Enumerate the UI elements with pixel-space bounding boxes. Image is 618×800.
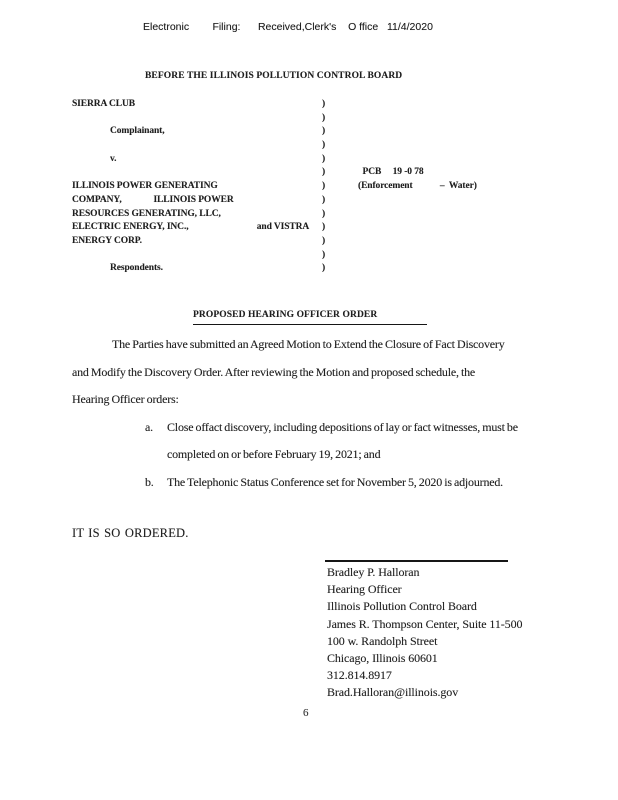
caption-party-text: ILLINOIS POWER GENERATING [72,181,218,192]
order-paragraph [72,331,612,414]
caption-paren: ) [322,235,326,246]
caption-party-text: Complainant, [110,126,165,137]
board-title: BEFORE THE ILLINOIS POLLUTION CONTROL BOARD [145,71,403,81]
caption-row [72,166,552,180]
list-text: completed on or before February 19, 2021; and [167,447,381,461]
caption-paren: ) [322,126,326,137]
list-line [145,469,612,497]
caption-row [72,208,552,222]
caption-paren: ) [322,167,326,178]
caption-paren: ) [322,263,326,274]
caption-paren: ) [322,208,326,219]
signature-line: 100 w. Randolph Street [327,633,438,648]
list-text: Close offact discovery, including depositions of lay or fact witnesses, must be [167,419,518,434]
page-number: 6 [303,707,309,719]
electronic-filing-header: Electronic Filing: Received,Clerk's O ffice 11/4/2020 [143,21,433,33]
list-text: The Telephonic Status Conference set for November 5, 2020 is adjourned. [167,474,503,489]
paragraph-line: Hearing Officer orders: [72,392,179,406]
list-line [145,441,612,469]
caption-row [72,98,552,112]
caption-party-text: Respondents. [110,263,163,274]
caption-party-text [72,139,322,153]
signature-line: Brad.Halloran@illinois.gov [327,685,459,700]
caption-paren: ) [322,99,326,109]
order-title: PROPOSED HEARING OFFICER ORDER [193,310,378,320]
caption-paren: ) [322,181,326,192]
paragraph-line: and Modify the Discovery Order. After reviewing the Motion and proposed schedule, the [72,364,476,379]
caption-paren: ) [322,249,326,260]
caption-row [72,153,552,167]
caption-paren: ) [322,194,326,205]
caption-paren: ) [322,112,326,123]
caption-party-text: SIERRA CLUB [72,99,136,109]
list-marker [145,441,167,469]
caption-row [72,262,552,276]
signature-line: Hearing Officer [327,582,402,597]
case-caption [72,98,552,276]
caption-row [72,235,552,249]
caption-row [72,221,552,235]
order-list [72,414,612,497]
list-line [145,414,612,442]
so-ordered-text: IT IS SO ORDERED. [72,526,189,540]
caption-party-text: RESOURCES GENERATING, LLC, [72,208,221,219]
caption-party-text [72,166,322,180]
caption-party-text: COMPANY, ILLINOIS POWER [72,194,234,205]
signature-line: Illinois Pollution Control Board [327,599,477,614]
order-body [72,331,612,496]
caption-party-text [72,112,322,126]
signature-rule [325,560,508,562]
paragraph-line: The Parties have submitted an Agreed Motion to Extend the Closure of Fact Discovery [112,337,505,351]
signature-line: Bradley P. Halloran [327,565,420,579]
signature-line: Chicago, Illinois 60601 [327,651,438,666]
signature-block [327,564,522,702]
signature-line: James R. Thompson Center, Suite 11-500 [327,616,523,631]
caption-row [72,249,552,263]
caption-party-text: ELECTRIC ENERGY, INC., and VISTRA [72,222,310,233]
caption-row [72,139,552,153]
caption-party-text: ENERGY CORP. [72,235,142,246]
signature-line: 312.814.8917 [327,668,392,683]
caption-docket-text: PCB 19 -0 78 [358,167,424,178]
caption-docket-text: (Enforcement – Water) [358,181,477,192]
caption-party-text: v. [110,153,117,164]
caption-row [72,125,552,139]
caption-paren: ) [322,153,326,164]
caption-paren: ) [322,222,326,233]
caption-party-text [72,249,322,263]
caption-row [72,112,552,126]
caption-paren: ) [322,140,326,151]
list-marker: b. [145,474,154,489]
caption-row [72,180,552,194]
list-marker: a. [145,419,153,434]
order-title-underline [193,304,427,325]
caption-row [72,194,552,208]
